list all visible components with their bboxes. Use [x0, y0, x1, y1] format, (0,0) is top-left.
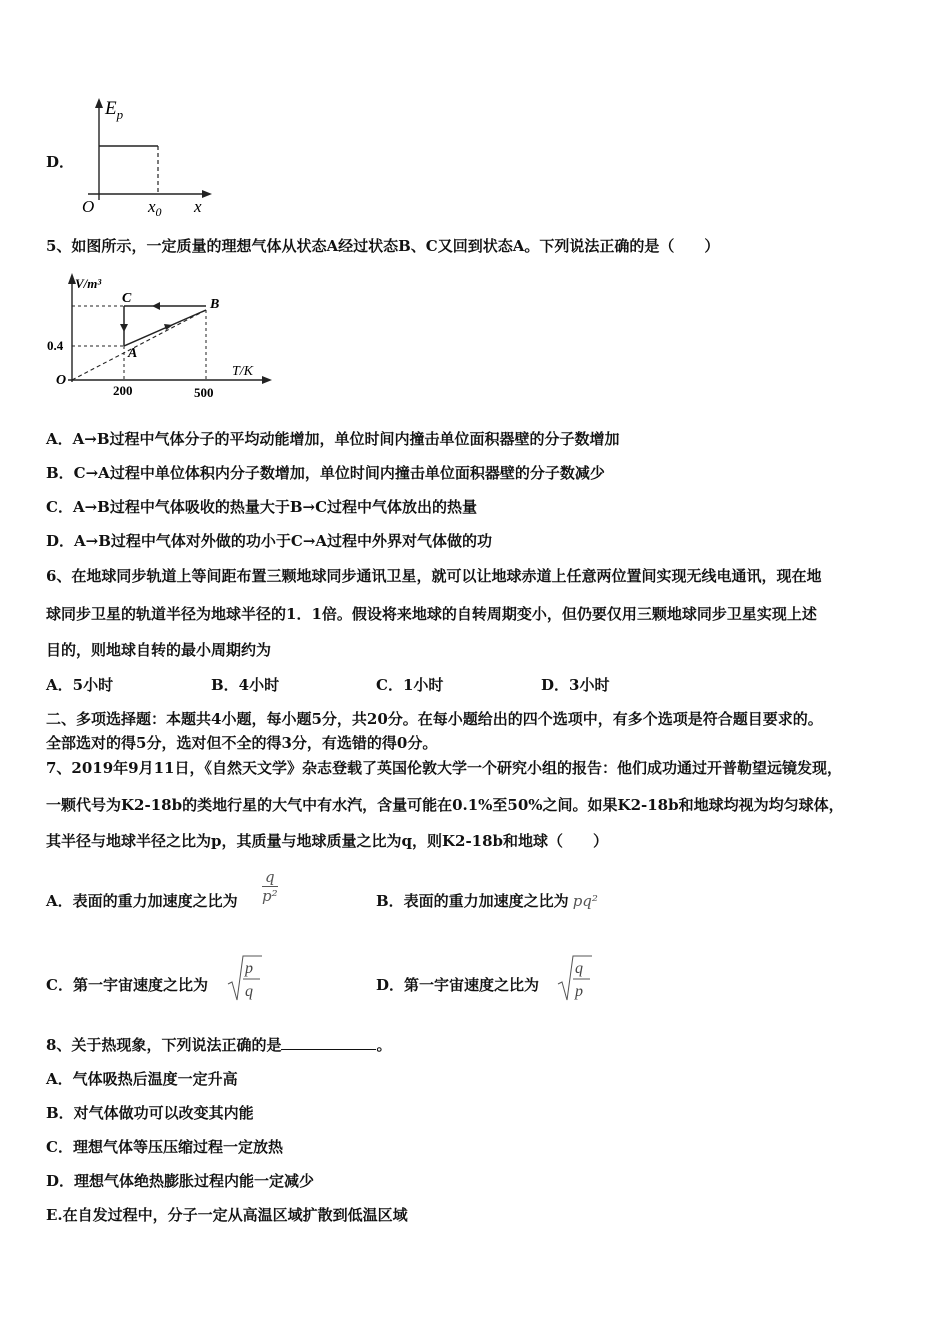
q8-answer-blank[interactable] — [281, 1035, 376, 1050]
q7-option-b-text: B．表面的重力加速度之比为 — [376, 892, 569, 910]
q5-point-B: B — [210, 297, 220, 312]
q5-option-c: C．A→B过程中气体吸收的热量大于B→C过程中气体放出的热量 — [46, 498, 478, 516]
q5-xtick-200: 200 — [113, 383, 133, 398]
q5-arrow-BC — [152, 302, 160, 310]
q8-option-c: C．理想气体等压压缩过程一定放热 — [46, 1138, 283, 1156]
q4d-ylabel: $E_p$ — [105, 98, 124, 122]
q5-origin: O — [56, 373, 67, 388]
q7-option-b — [376, 891, 598, 911]
q5-stem: 5、如图所示，一定质量的理想气体从状态A经过状态B、C又回到状态A。下列说法正确的是（ ） — [46, 237, 720, 255]
q7-option-d-num: q — [575, 960, 583, 977]
q6-line-3: 目的，则地球自转的最小周期约为 — [46, 641, 272, 659]
q4-option-d-label: D． — [46, 153, 75, 171]
q5-xlabel: T/K — [232, 364, 254, 379]
q5-ylabel: V/m³ — [75, 276, 102, 291]
q5-line-OB — [72, 310, 206, 380]
q5-xtick-500: 500 — [194, 385, 214, 400]
q4d-origin: O — [82, 197, 95, 216]
q5-ytick: 0.4 — [47, 338, 64, 353]
q7-option-d-sqrt — [556, 952, 594, 1006]
q5-point-C: C — [122, 291, 132, 306]
q7-option-c-num: p — [245, 960, 253, 977]
section2-line-1: 二、多项选择题：本题共4小题，每小题5分，共20分。在每小题给出的四个选项中，有多个选项是符合题目要求的。 — [46, 710, 823, 728]
q5-point-A: A — [128, 346, 138, 361]
q4d-x-arrow — [202, 190, 212, 198]
q8-option-e: E.在自发过程中，分子一定从高温区域扩散到低温区域 — [46, 1206, 408, 1224]
q6-option-b: B．4小时 — [211, 676, 280, 694]
q5-option-b: B．C→A过程中单位体积内分子数增加，单位时间内撞击单位面积器壁的分子数减少 — [46, 464, 605, 482]
q5-option-d: D．A→B过程中气体对外做的功小于C→A过程中外界对气体做的功 — [46, 532, 493, 550]
q8-stem-end: 。 — [376, 1036, 392, 1054]
q6-option-c: C．1小时 — [376, 676, 444, 694]
q7-line-1: 7、2019年9月11日，《自然天文学》杂志登载了英国伦敦大学一个研究小组的报告：他们成功通过开普勒望远镜发现， — [46, 759, 843, 777]
q5-arrow-CA — [120, 324, 128, 332]
q7-line-2: 一颗代号为K2-18b的类地行星的大气中有水汽，含量可能在0.1%至50%之间。如果K2-18b和地球均视为均匀球体， — [46, 796, 844, 814]
q5-option-a: A．A→B过程中气体分子的平均动能增加，单位时间内撞击单位面积器壁的分子数增加 — [46, 430, 620, 448]
q8-stem — [46, 1035, 391, 1055]
q7-option-d — [376, 975, 539, 995]
q7-option-a-denominator: p² — [262, 887, 278, 905]
q7-option-d-text: D．第一宇宙速度之比为 — [376, 976, 540, 994]
q7-option-b-expr: pq² — [572, 892, 598, 910]
q7-option-a-fraction — [262, 868, 278, 905]
q7-option-a-numerator: q — [262, 868, 278, 887]
q7-option-c-den: q — [245, 983, 253, 1000]
q4d-y-arrow — [95, 98, 103, 108]
q7-option-c — [46, 975, 208, 995]
q6-option-a: A．5小时 — [46, 676, 114, 694]
q8-stem-text: 8、关于热现象，下列说法正确的是 — [46, 1036, 282, 1054]
q5-x-arrow — [262, 376, 272, 384]
q8-option-b: B．对气体做功可以改变其内能 — [46, 1104, 254, 1122]
q5-vt-graph — [40, 268, 280, 408]
q4d-xlabel: x — [194, 197, 202, 216]
section2-line-2: 全部选对的得5分，选对但不全的得3分，有选错的得0分。 — [46, 734, 438, 752]
q6-option-d: D．3小时 — [541, 676, 610, 694]
q7-option-c-text: C．第一宇宙速度之比为 — [46, 976, 208, 994]
q5-arrow-AB — [164, 324, 173, 330]
q6-line-2: 球同步卫星的轨道半径为地球半径的1．1倍。假设将来地球的自转周期变小，但仍要仅用三颗地球同步卫星实现上述 — [46, 605, 817, 623]
q7-option-a-text: A．表面的重力加速度之比为 — [46, 892, 238, 910]
q4d-ep-graph — [78, 92, 218, 217]
q7-option-a — [46, 891, 238, 911]
q6-line-1: 6、在地球同步轨道上等间距布置三颗地球同步通讯卫星，就可以让地球赤道上任意两位置间实现无线电通讯，现在地 — [46, 567, 822, 585]
q4d-x0-label: $x_0$ — [148, 197, 162, 217]
q7-line-3: 其半径与地球半径之比为p，其质量与地球质量之比为q，则K2-18b和地球（ ） — [46, 832, 609, 850]
q7-option-d-den: p — [575, 983, 583, 1000]
q5-line-AB — [124, 310, 206, 346]
q8-option-a: A．气体吸热后温度一定升高 — [46, 1070, 238, 1088]
q7-option-c-sqrt — [226, 952, 264, 1006]
q8-option-d: D．理想气体绝热膨胀过程内能一定减少 — [46, 1172, 315, 1190]
